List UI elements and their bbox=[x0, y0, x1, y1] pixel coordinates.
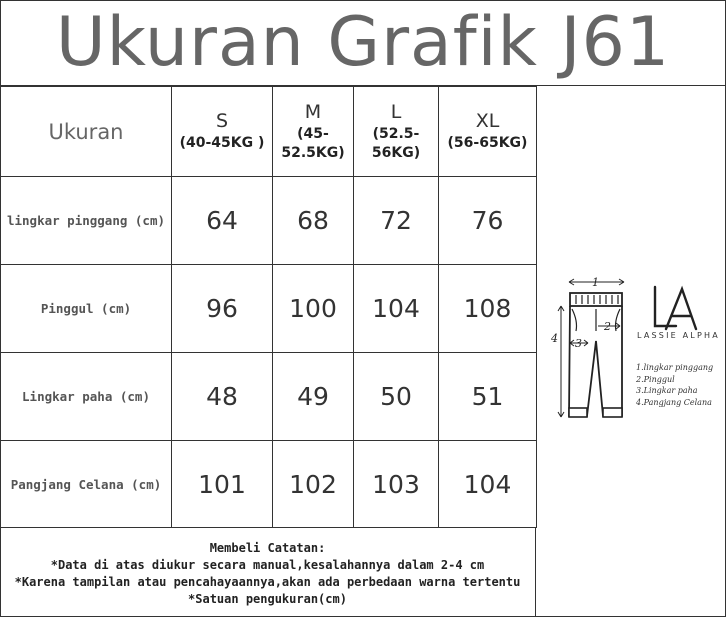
table-cell: 72 bbox=[354, 177, 439, 265]
table-cell: 103 bbox=[354, 441, 439, 528]
weight-range: (56-65KG) bbox=[447, 135, 528, 151]
table-cell: 51 bbox=[439, 353, 537, 441]
col-header-m bbox=[273, 87, 354, 177]
table-cell: 96 bbox=[172, 265, 273, 353]
size-label: S bbox=[215, 110, 229, 132]
notes-heading: Membeli Catatan: bbox=[209, 541, 326, 555]
table-cell: 49 bbox=[273, 353, 354, 441]
marker-3: 3 bbox=[575, 337, 582, 350]
size-label: L bbox=[390, 100, 402, 123]
table-cell: 108 bbox=[439, 265, 537, 353]
marker-1: 1 bbox=[592, 276, 599, 289]
trousers-outline-icon bbox=[536, 86, 726, 617]
row-label-hip: Pinggul (cm) bbox=[1, 265, 172, 353]
note-line: *Karena tampilan atau pencahayaannya,akan ada perbedaan warna tertentu bbox=[14, 575, 521, 589]
marker-2: 2 bbox=[604, 320, 611, 333]
row-label-length: Pangjang Celana (cm) bbox=[1, 441, 172, 528]
legend-item: 1.lingkar pinggang bbox=[636, 363, 714, 372]
la-monogram-icon bbox=[655, 287, 696, 329]
corner-label: Ukuran bbox=[1, 87, 172, 177]
table-cell: 48 bbox=[172, 353, 273, 441]
size-label: M bbox=[304, 100, 322, 123]
table-cell: 104 bbox=[439, 441, 537, 528]
weight-range: (52.5- 56KG) bbox=[371, 125, 421, 161]
legend-item: 4.Pangjang Celana bbox=[636, 397, 712, 407]
weight-range: (45- 52.5KG) bbox=[281, 125, 345, 161]
measurement-guide bbox=[536, 86, 726, 617]
row-label-thigh: Lingkar paha (cm) bbox=[1, 353, 172, 441]
brand-name: LASSIE ALPHA bbox=[637, 331, 720, 340]
marker-4: 4 bbox=[551, 332, 558, 345]
note-line: *Satuan pengukuran(cm) bbox=[188, 592, 347, 606]
table-cell: 50 bbox=[354, 353, 439, 441]
notes-section bbox=[0, 527, 536, 617]
measurement-legend bbox=[636, 362, 713, 408]
legend-item: 3.Lingkar paha bbox=[636, 386, 698, 395]
table-cell: 101 bbox=[172, 441, 273, 528]
table-cell: 68 bbox=[273, 177, 354, 265]
note-line: *Data di atas diukur secara manual,kesalahannya dalam 2-4 cm bbox=[50, 558, 485, 572]
table-cell: 76 bbox=[439, 177, 537, 265]
table-cell: 64 bbox=[172, 177, 273, 265]
size-label: XL bbox=[475, 110, 500, 132]
table-cell: 102 bbox=[273, 441, 354, 528]
size-table bbox=[0, 86, 537, 528]
col-header-s bbox=[172, 87, 273, 177]
row-label-waist: lingkar pinggang (cm) bbox=[1, 177, 172, 265]
col-header-xl bbox=[439, 87, 537, 177]
legend-item: 2.Pinggul bbox=[636, 374, 675, 384]
col-header-l bbox=[354, 87, 439, 177]
weight-range: (40-45KG ) bbox=[179, 135, 265, 151]
table-cell: 100 bbox=[273, 265, 354, 353]
table-cell: 104 bbox=[354, 265, 439, 353]
page-title: Ukuran Grafik J61 bbox=[0, 0, 726, 86]
